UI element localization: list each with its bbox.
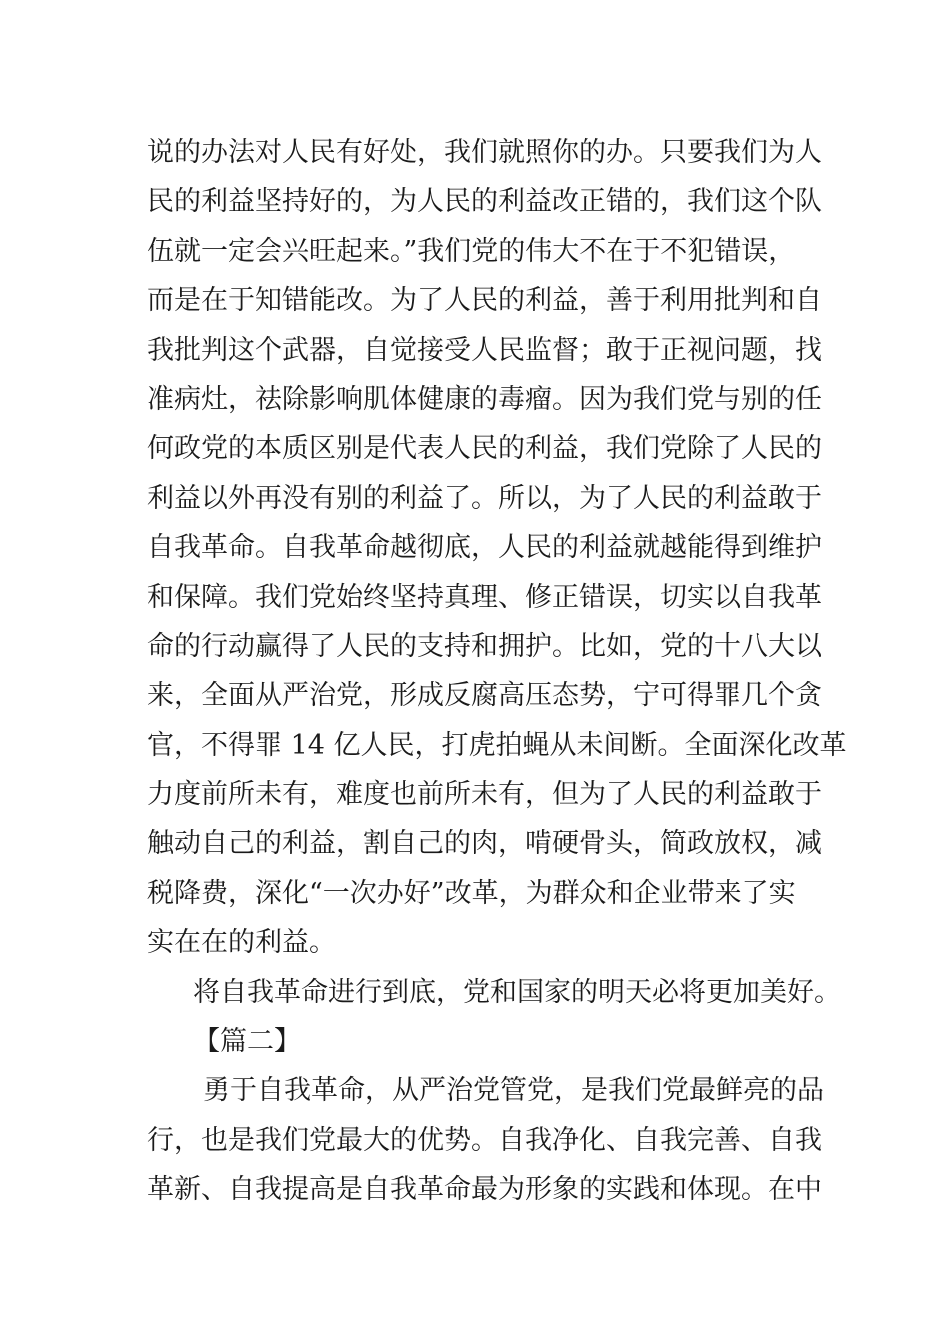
text-line: 命的行动赢得了人民的支持和拥护。比如，党的十八大以 — [147, 630, 822, 662]
text-line: 自我革命。自我革命越彻底，人民的利益就越能得到维护 — [147, 532, 822, 564]
paragraph-3 — [147, 1066, 824, 1214]
text-line: 官，不得罪 14 亿人民，打虎拍蝇从未间断。全面深化改革 — [147, 729, 847, 761]
text-line: 力度前所未有，难度也前所未有，但为了人民的利益敢于 — [147, 779, 822, 811]
text-line: 我批判这个武器，自觉接受人民监督；敢于正视问题，找 — [147, 334, 822, 366]
text-line: 民的利益坚持好的，为人民的利益改正错的，我们这个队 — [147, 186, 822, 218]
text-line: 来，全面从严治党，形成反腐高压态势，宁可得罪几个贪 — [147, 680, 822, 712]
text-line: 勇于自我革命，从严治党管党，是我们党最鲜亮的品 — [203, 1075, 824, 1107]
section-heading: 【篇二】 — [193, 1026, 301, 1058]
text-line: 准病灶，祛除影响肌体健康的毒瘤。因为我们党与别的任 — [147, 383, 822, 415]
document-body — [147, 128, 847, 1215]
paragraph-1 — [147, 128, 847, 968]
text-line: 行，也是我们党最大的优势。自我净化、自我完善、自我 — [147, 1124, 822, 1156]
text-line: 何政党的本质区别是代表人民的利益，我们党除了人民的 — [147, 433, 822, 465]
text-line: 利益以外再没有别的利益了。所以，为了人民的利益敢于 — [147, 482, 822, 514]
text-line: 实在在的利益。 — [147, 927, 336, 959]
text-line: 税降费，深化“一次办好”改革，为群众和企业带来了实 — [147, 877, 796, 909]
text-line: 说的办法对人民有好处，我们就照你的办。只要我们为人 — [147, 137, 822, 168]
text-line: 而是在于知错能改。为了人民的利益，善于利用批判和自 — [147, 285, 822, 317]
paragraph-2: 将自我革命进行到底，党和国家的明天必将更加美好。 — [193, 976, 841, 1008]
text-line: 和保障。我们党始终坚持真理、修正错误，切实以自我革 — [147, 581, 822, 613]
text-line: 革新、自我提高是自我革命最为形象的实践和体现。在中 — [147, 1174, 822, 1206]
text-line: 触动自己的利益，割自己的肉，啃硬骨头，简政放权，减 — [147, 828, 822, 860]
text-line: 伍就一定会兴旺起来。”我们党的伟大不在于不犯错误， — [147, 235, 796, 267]
